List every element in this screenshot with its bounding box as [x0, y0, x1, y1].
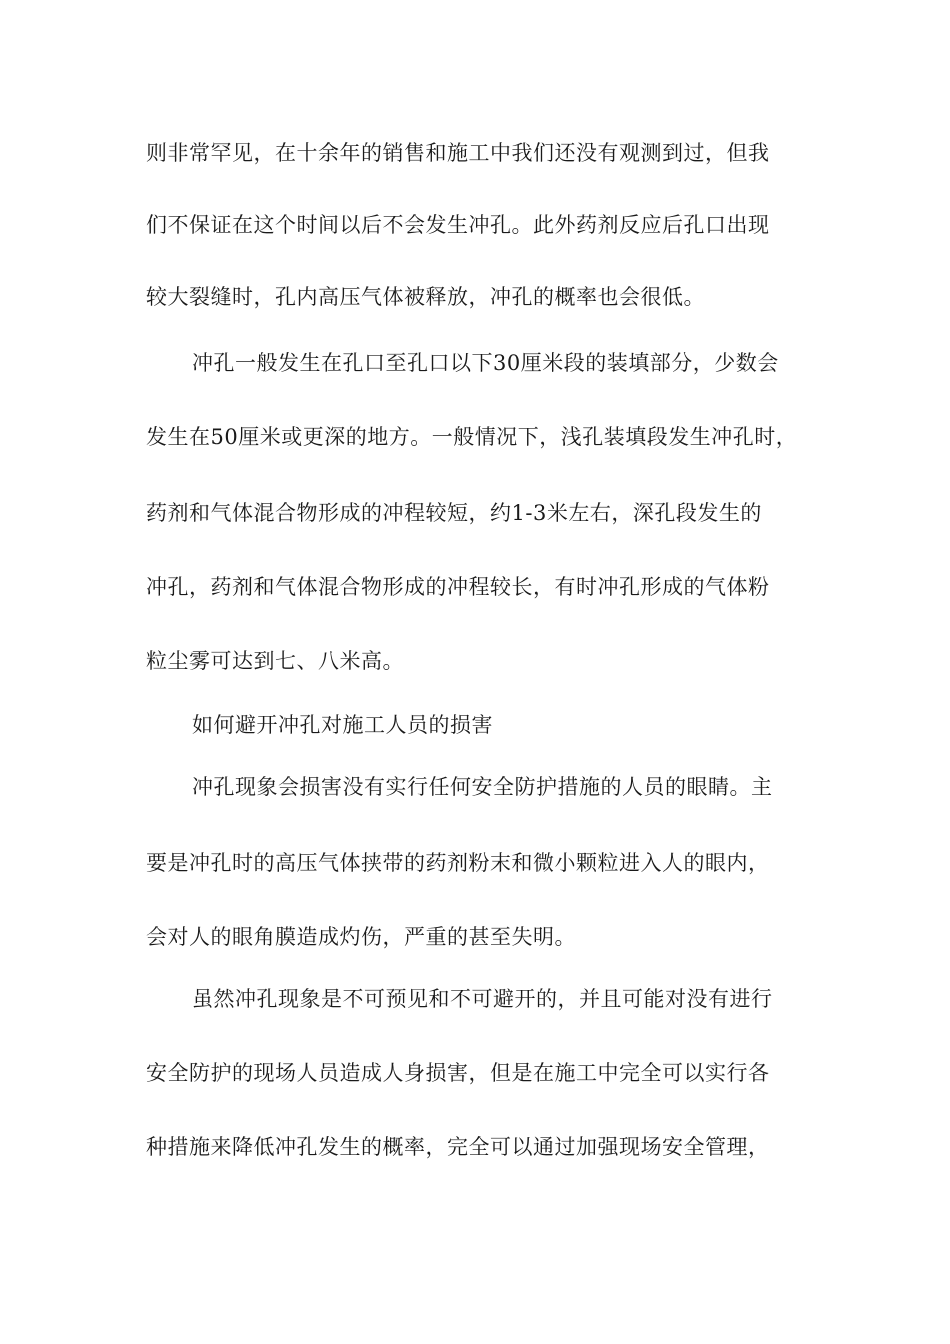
paragraph-line: 药剂和气体混合物形成的冲程较短，约1-3米左右，深孔段发生的 [146, 501, 762, 525]
paragraph-line: 较大裂缝时，孔内高压气体被释放，冲孔的概率也会很低。 [146, 285, 705, 309]
paragraph-line: 冲孔，药剂和气体混合物形成的冲程较长，有时冲孔形成的气体粉 [146, 575, 770, 599]
paragraph-line: 则非常罕见，在十余年的销售和施工中我们还没有观测到过，但我 [146, 141, 770, 165]
paragraph-line: 发生在50厘米或更深的地方。一般情况下，浅孔装填段发生冲孔时， [146, 425, 798, 449]
paragraph-line: 冲孔现象会损害没有实行任何安全防护措施的人员的眼睛。主 [192, 775, 773, 799]
paragraph-line: 冲孔一般发生在孔口至孔口以下30厘米段的装填部分，少数会 [192, 351, 779, 375]
paragraph-line: 要是冲孔时的高压气体挟带的药剂粉末和微小颗粒进入人的眼内， [146, 851, 770, 875]
paragraph-line: 粒尘雾可达到七、八米高。 [146, 649, 404, 673]
paragraph-line: 会对人的眼角膜造成灼伤，严重的甚至失明。 [146, 925, 576, 949]
paragraph-line: 安全防护的现场人员造成人身损害，但是在施工中完全可以实行各 [146, 1061, 770, 1085]
paragraph-line: 种措施来降低冲孔发生的概率，完全可以通过加强现场安全管理， [146, 1135, 770, 1159]
paragraph-line: 虽然冲孔现象是不可预见和不可避开的，并且可能对没有进行 [192, 987, 773, 1011]
section-heading: 如何避开冲孔对施工人员的损害 [192, 713, 493, 737]
paragraph-line: 们不保证在这个时间以后不会发生冲孔。此外药剂反应后孔口出现 [146, 213, 770, 237]
